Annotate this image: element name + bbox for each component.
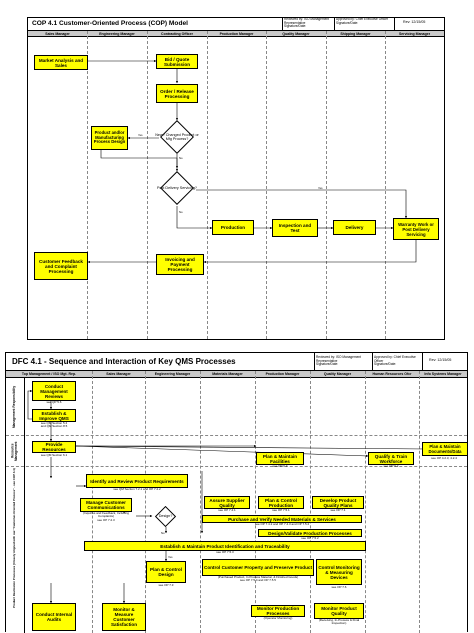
cop-postdelivery-decision-label: Post Delivery Servicing? (157, 185, 197, 190)
dfc-lane-production: Production Manager (265, 372, 300, 376)
dfc-row-resource: Resource Management (10, 441, 18, 461)
cop-feedback-box: Customer Feedback and Complaint Processing (34, 252, 88, 280)
dfc-lane-top-management: Top Management / ISO Mgt. Rep. (21, 372, 77, 376)
cop-bid-quote-box: Bid / Quote Submission (156, 54, 198, 69)
dfc-lane-materials: Materials Manager (212, 372, 243, 376)
cop-approved-by: Approved by: Chief Executive Officer Signature/Date: (334, 18, 394, 30)
cop-no-label: No (179, 156, 183, 160)
cop-lane-servicing: Servicing Manager (398, 32, 431, 36)
dfc-productquality-note: (Receiving, In-Process & Final Inspection) (318, 618, 360, 626)
cop-yes-label: Yes (318, 186, 323, 190)
dfc-monitor-production-box: Monitor Production Processes (251, 605, 305, 617)
dfc-plan-control-production-box: Plan & Control Production (258, 496, 304, 509)
cop-change-decision-label: New / Changed Product or Mfg Process? (155, 132, 199, 141)
dfc-row-product-realization: Product Realization Processes (Closely Aligned with our "Customer-Oriented Process" - see COP 4.1) (12, 468, 17, 608)
dfc-lane-engineering: Engineering Manager (154, 372, 191, 376)
dfc-provide-resources-box: Provide Resources (32, 441, 76, 453)
dfc-monitoring-ref: see OP 7.6 (331, 585, 347, 589)
dfc-traceability-box: Establish & Maintain Product Identification and Traceability (84, 541, 366, 551)
dfc-approved-by: Approved by: Chief Executive Officer Signature/Date: (372, 353, 422, 370)
cop-delivery-box: Delivery (333, 220, 376, 235)
cop-inspection-box: Inspection and Test (272, 219, 318, 237)
dfc-communications-note: (Inquiries and Feedback, Including Complaints) see OP 7.2.3 (83, 511, 129, 522)
cop-model-page (27, 17, 445, 340)
dfc-designvalidate-ref: see OP 7.5.2 (301, 536, 319, 540)
dfc-traceability-ref: see OP 7.5.3 (216, 550, 234, 554)
cop-reviewed-by: Reviewed by: ISO Management Representative Signature/Date: (282, 18, 334, 30)
cop-flow-connectors (28, 18, 446, 341)
dfc-no-label: No (161, 531, 165, 535)
dfc-plandesign-ref: see OP 7.3 (158, 583, 174, 587)
cop-lane-production: Production Manager (219, 32, 254, 36)
cop-production-box: Production (212, 220, 254, 235)
dfc-purchase-verify-box: Purchase and Verify Needed Materials & Services (202, 515, 362, 523)
dfc-revision: Rev: 12/15/05 (422, 353, 467, 370)
dfc-purchase-ref: see OP 7.4.2 and OP 7.4.3 and OP 7.5.2 (254, 522, 310, 526)
cop-lane-sales: Sales Manager (45, 32, 70, 36)
cop-product-design-box: Product and/or Manufacturing Process Design (91, 126, 128, 150)
dfc-property-note: (Purchased Product, In Process Material, & Finished Goods) see OP 7.5.4 and OP 7.5.5 (217, 575, 299, 583)
dfc-workforce-ref: see OP 6.2 (383, 464, 399, 468)
dfc-plancontrol-ref: see OP 7.5.1 (272, 508, 290, 512)
cop-title: COP 4.1 Customer-Oriented Process (COP) Model (32, 20, 188, 27)
dfc-identify-requirements-box: Identify and Review Product Requirements (86, 474, 188, 488)
dfc-reviewed-by: Reviewed by: ISO Management Representative Signature/Date: (314, 353, 372, 370)
cop-warranty-box: Warranty Work or Post Delivery Servicing (393, 218, 439, 240)
cop-revision: Rev: 12/15/05 (394, 18, 444, 30)
dfc-reviews-ref: see QP 5.6 (46, 400, 62, 404)
dfc-provide-ref: see QM Section 6.1 (40, 453, 68, 457)
cop-lane-engineering: Engineering Manager (99, 32, 135, 36)
cop-market-analysis-box: Market Analysis and Sales (34, 55, 88, 70)
dfc-documents-ref: see OP 4.2.3, 4.2.4 (431, 456, 457, 460)
dfc-qms-page (5, 352, 468, 632)
dfc-row-management: Management Responsibility (12, 385, 17, 429)
cop-lane-shipping: Shipping Manager (340, 32, 371, 36)
cop-no-label: No (179, 210, 183, 214)
dfc-design-decision-label: Design? (158, 514, 173, 519)
dfc-plan-documents-box: Plan & Maintain Documents/Data (422, 442, 468, 456)
cop-lane-contracting: Contracting Officer (161, 32, 193, 36)
dfc-qualityplans-ref: see OP 7.1 (330, 508, 346, 512)
cop-order-release-box: Order / Release Processing (156, 84, 198, 103)
dfc-title: DFC 4.1 - Sequence and Interaction of Key QMS Processes (12, 357, 236, 366)
dfc-assure-supplier-box: Assure Supplier Quality (204, 496, 250, 509)
dfc-quality-plans-box: Develop Product Quality Plans (312, 496, 364, 509)
dfc-establish-ref: see QM Section 5.4 and QM Section 8.5 (40, 421, 68, 429)
dfc-plan-facilities-box: Plan & Maintain Facilities (256, 452, 304, 465)
cop-lane-quality: Quality Manager (282, 32, 310, 36)
dfc-customer-property-box: Control Customer Property and Preserve Product (202, 559, 314, 576)
dfc-qualify-train-box: Qualify & Train Workforce (368, 452, 414, 465)
cop-invoicing-box: Invoicing and Payment Processing (156, 254, 204, 275)
dfc-lane-info-systems: Info Systems Manager (424, 372, 462, 376)
dfc-plan-design-box: Plan & Control Design (146, 561, 186, 583)
dfc-lane-hr: Human Resources Ofcr (372, 372, 412, 376)
dfc-internal-audits-box: Conduct Internal Audits (32, 603, 76, 631)
dfc-design-validate-box: Design/Validate Production Processes (258, 529, 362, 537)
dfc-customer-satisfaction-box: Monitor & Measure Customer Satisfaction (102, 603, 146, 631)
dfc-facilities-ref: see OP 6.3 (272, 464, 288, 468)
dfc-lane-sales: Sales Manager (106, 372, 131, 376)
dfc-customer-communications-box: Manage Customer Communications (80, 498, 132, 512)
dfc-yes-label: Yes (168, 555, 173, 559)
dfc-monitorprod-note: (Operator Monitoring) (263, 616, 293, 620)
dfc-establish-qms-box: Establish & Improve QMS (32, 409, 76, 422)
dfc-assure-ref: see OP 7.4.1 (218, 508, 236, 512)
dfc-identify-ref: see QM Section 7.2.1 and OP 7.2.2 (113, 487, 161, 491)
dfc-conduct-reviews-box: Conduct Management Reviews (32, 381, 76, 401)
dfc-control-monitoring-box: Control Monitoring & Measuring Devices (316, 559, 362, 585)
dfc-product-quality-box: Monitor Product Quality (314, 603, 364, 619)
dfc-lane-quality: Quality Manager (323, 372, 352, 376)
cop-yes-label: Yes (138, 133, 143, 137)
